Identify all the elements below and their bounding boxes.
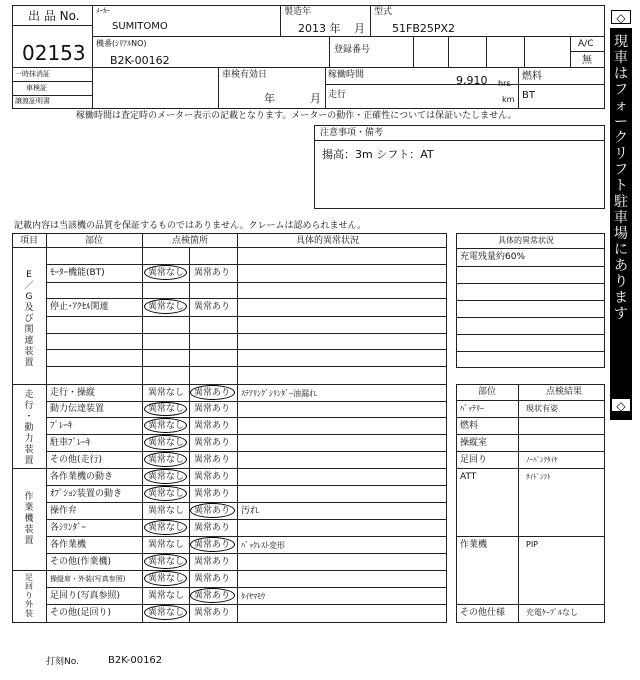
row-part: 各ｼﾘﾝﾀﾞｰ: [50, 523, 87, 533]
row-part: 停止･ｱｸｾﾙ関連: [50, 302, 109, 312]
selection-circle: [144, 469, 187, 484]
row-normal: 異常なし: [148, 472, 185, 482]
row-normal: 異常なし: [148, 608, 185, 618]
serial-label: 機番(ｼﾘｱﾙNO): [96, 39, 147, 48]
result-part: 足回り: [460, 455, 488, 465]
result-part: 燃料: [460, 421, 479, 431]
selection-circle: [144, 520, 187, 535]
row-part: ﾓｰﾀｰ機能(BT): [50, 268, 105, 278]
divider: [456, 434, 605, 435]
row-part: ｵﾌﾟｼｮﾝ装置の動き: [50, 489, 123, 499]
fuel-label: 燃料: [522, 71, 542, 82]
divider: [314, 140, 605, 141]
col-header-part: 部位: [85, 236, 104, 246]
lot-label: 出 品 No.: [28, 9, 80, 23]
divider: [92, 67, 93, 109]
selection-circle: [144, 571, 187, 586]
divider: [189, 247, 190, 623]
divider: [92, 36, 605, 37]
divider: [456, 400, 605, 401]
divider: [325, 67, 326, 109]
row-part: 足回り(写真参照): [50, 591, 121, 601]
row-normal: 異常なし: [148, 438, 185, 448]
row-abnormal: 異常あり: [194, 489, 231, 499]
divider: [329, 36, 330, 67]
inspection-year: 年: [264, 92, 275, 105]
divider: [46, 401, 447, 402]
selection-circle: [190, 588, 235, 603]
divider: [46, 233, 47, 623]
divider: [237, 233, 238, 623]
selection-circle: [144, 299, 187, 314]
result-part: ATT: [460, 472, 477, 482]
selection-circle: [144, 605, 187, 620]
right-detail-header: 具体的異常状況: [498, 236, 554, 245]
divider: [413, 36, 414, 67]
divider: [456, 283, 605, 284]
divider: [456, 266, 605, 267]
model-label: 型式: [374, 7, 393, 17]
year-value: 2013 年: [298, 22, 341, 35]
divider: [46, 366, 447, 367]
row-normal: 異常なし: [148, 268, 185, 278]
row-abnormal: 異常あり: [194, 557, 231, 567]
divider: [46, 451, 447, 452]
row-abnormal: 異常あり: [194, 438, 231, 448]
selection-circle: [144, 402, 187, 416]
row-part: 走行・操縦: [50, 388, 96, 398]
row-abnormal: 異常あり: [194, 388, 231, 398]
maker-value: SUMITOMO: [112, 21, 168, 32]
category-running: 走 行 ・ 動 力 装 置: [24, 390, 34, 466]
divider: [12, 67, 605, 68]
result-part: 作業機: [460, 540, 488, 550]
result-value: ﾉｰﾊﾟﾝｸﾀｲﾔ: [526, 456, 558, 464]
row-normal: 異常なし: [148, 455, 185, 465]
row-normal: 異常なし: [148, 404, 185, 414]
selection-circle: [144, 452, 187, 467]
divider: [12, 81, 92, 82]
row-abnormal: 異常あり: [194, 455, 231, 465]
row-normal: 異常なし: [148, 540, 185, 550]
year-label: 製造年: [284, 7, 312, 17]
cert-label: 一時抹消証: [15, 70, 50, 78]
divider: [456, 468, 605, 469]
location-banner: 現 車 は フ ォ ー ク リ フ ト 駐 車 場 に あ り ま す: [610, 28, 632, 420]
lot-number: 02153: [22, 41, 86, 65]
divider: [456, 334, 605, 335]
divider: [46, 485, 447, 486]
selection-circle: [144, 554, 187, 569]
divider: [456, 604, 605, 605]
divider: [46, 604, 447, 605]
divider: [448, 36, 449, 67]
selection-circle: [190, 385, 235, 400]
row-abnormal: 異常あり: [194, 404, 231, 414]
right-detail-line: 充電残量約60%: [460, 252, 526, 262]
diamond-icon: ◇: [611, 10, 631, 24]
category-undercarriage: 足 回 り 外 装: [25, 573, 33, 618]
row-normal: 異常なし: [148, 591, 185, 601]
header-box: [12, 5, 605, 109]
divider: [12, 95, 92, 96]
result-value: PIP: [526, 540, 539, 549]
divider: [12, 570, 447, 571]
divider: [370, 5, 371, 36]
divider: [456, 248, 605, 249]
selection-circle: [144, 486, 187, 501]
remarks-text: 揚高：3m シフト：AT: [322, 148, 434, 161]
divider: [46, 316, 447, 317]
result-part: 操縦室: [460, 438, 488, 448]
divider: [456, 317, 605, 318]
stamp-value: B2K-00162: [108, 655, 163, 666]
hours-unit: hrs: [498, 79, 511, 88]
divider: [46, 417, 447, 418]
divider: [46, 536, 447, 537]
row-abnormal: 異常あり: [194, 506, 231, 516]
divider: [46, 502, 447, 503]
row-abnormal: 異常あり: [194, 268, 231, 278]
row-part: 各作業機の動き: [50, 472, 114, 482]
ac-label: A/C: [578, 39, 594, 49]
row-part: その他(足回り): [50, 608, 112, 618]
inspection-month: 月: [310, 92, 321, 105]
registration-label: 登録番号: [334, 45, 371, 55]
result-header-result: 点検結果: [546, 387, 583, 397]
row-part: 動力伝達装置: [50, 404, 105, 414]
stamp-label: 打刻No.: [46, 657, 79, 667]
inspection-label: 車検有効日: [222, 70, 268, 80]
row-part: ﾌﾞﾚｰｷ: [50, 421, 73, 431]
divider: [280, 5, 281, 36]
divider: [486, 36, 487, 67]
fuel-value: BT: [522, 90, 535, 101]
row-normal: 異常なし: [148, 388, 185, 398]
hours-label: 稼働時間: [328, 70, 365, 80]
month-label: 月: [354, 22, 365, 35]
maker-label: ﾒｰｶｰ: [96, 7, 110, 15]
row-normal: 異常なし: [148, 506, 185, 516]
row-abnormal: 異常あり: [194, 608, 231, 618]
divider: [46, 553, 447, 554]
row-detail: ﾊﾞｯｸﾚｽﾄ変形: [241, 541, 285, 550]
category-engine: E ／ G 及 び 関 連 装 置: [24, 270, 34, 368]
divider: [524, 36, 525, 67]
col-header-detail: 具体的異常状況: [296, 236, 360, 246]
result-value: 充電ｹｰﾌﾞﾙなし: [526, 608, 578, 617]
row-normal: 異常なし: [148, 574, 185, 584]
divider: [456, 536, 605, 537]
divider: [218, 67, 219, 109]
row-normal: 異常なし: [148, 302, 185, 312]
row-part: その他(走行): [50, 455, 103, 465]
divider: [456, 300, 605, 301]
result-table: [456, 384, 605, 623]
divider: [142, 233, 143, 623]
row-normal: 異常なし: [148, 523, 185, 533]
row-abnormal: 異常あり: [194, 302, 231, 312]
col-header-item: 項目: [20, 236, 39, 246]
km-unit: km: [502, 95, 515, 104]
row-detail: ｽﾃｱﾘﾝｸﾞｼﾘﾝﾀﾞｰ油漏れ: [241, 389, 317, 398]
result-value: ｻｲﾄﾞｼﾌﾄ: [526, 473, 551, 481]
cert-label: 譲渡証明書: [15, 97, 50, 105]
remarks-label: 注意事項・備考: [320, 128, 384, 138]
selection-circle: [190, 537, 235, 552]
divider: [570, 51, 605, 52]
row-part: 操縦席・外装(写真参照): [50, 575, 126, 583]
row-part: 駐車ﾌﾞﾚｰｷ: [50, 438, 91, 448]
row-detail: ﾀｲﾔﾏﾓｳ: [241, 592, 265, 601]
serial-value: B2K-00162: [110, 54, 170, 67]
row-normal: 異常なし: [148, 421, 185, 431]
divider: [46, 434, 447, 435]
category-work: 作 業 機 装 置: [24, 492, 34, 546]
col-header-check: 点検箇所: [172, 236, 209, 246]
row-abnormal: 異常あり: [194, 574, 231, 584]
row-abnormal: 異常あり: [194, 421, 231, 431]
divider: [12, 247, 447, 248]
divider: [46, 587, 447, 588]
row-abnormal: 異常あり: [194, 472, 231, 482]
cert-label: 車検証: [26, 84, 47, 92]
divider: [456, 451, 605, 452]
hours-notice: 稼働時間は査定時のメーター表示の記載となります。メーターの動作・正確性については保証いたしません。: [76, 111, 517, 121]
row-abnormal: 異常あり: [194, 523, 231, 533]
row-normal: 異常なし: [148, 557, 185, 567]
travel-label: 走行: [328, 90, 347, 100]
divider: [46, 519, 447, 520]
model-value: 51FB25PX2: [392, 22, 456, 35]
divider: [12, 25, 92, 26]
result-value: 現状有姿: [526, 404, 558, 413]
divider: [12, 384, 447, 385]
divider: [46, 333, 447, 334]
divider: [46, 349, 447, 350]
divider: [12, 468, 447, 469]
row-normal: 異常なし: [148, 489, 185, 499]
row-part: 各作業機: [50, 540, 87, 550]
result-header-part: 部位: [478, 387, 497, 397]
selection-circle: [144, 435, 187, 450]
row-abnormal: 異常あり: [194, 540, 231, 550]
divider: [46, 264, 447, 265]
selection-circle: [144, 418, 187, 433]
divider: [456, 351, 605, 352]
selection-circle: [190, 503, 235, 518]
result-part: その他仕様: [460, 608, 506, 618]
selection-circle: [144, 265, 187, 280]
quality-notice: 記載内容は当該機の品質を保証するものではありません。クレームは認められません。: [14, 221, 367, 231]
divider: [46, 298, 447, 299]
row-part: 操作弁: [50, 506, 78, 516]
row-detail: 汚れ: [241, 506, 260, 516]
divider: [456, 417, 605, 418]
hours-value: 9,910: [456, 74, 488, 87]
row-abnormal: 異常あり: [194, 591, 231, 601]
divider: [518, 384, 519, 623]
diamond-icon: ◇: [611, 398, 631, 412]
row-part: その他(作業機): [50, 557, 112, 567]
divider: [46, 282, 447, 283]
result-part: ﾊﾞｯﾃﾘｰ: [460, 404, 484, 413]
divider: [518, 67, 519, 109]
ac-value: 無: [582, 55, 592, 66]
